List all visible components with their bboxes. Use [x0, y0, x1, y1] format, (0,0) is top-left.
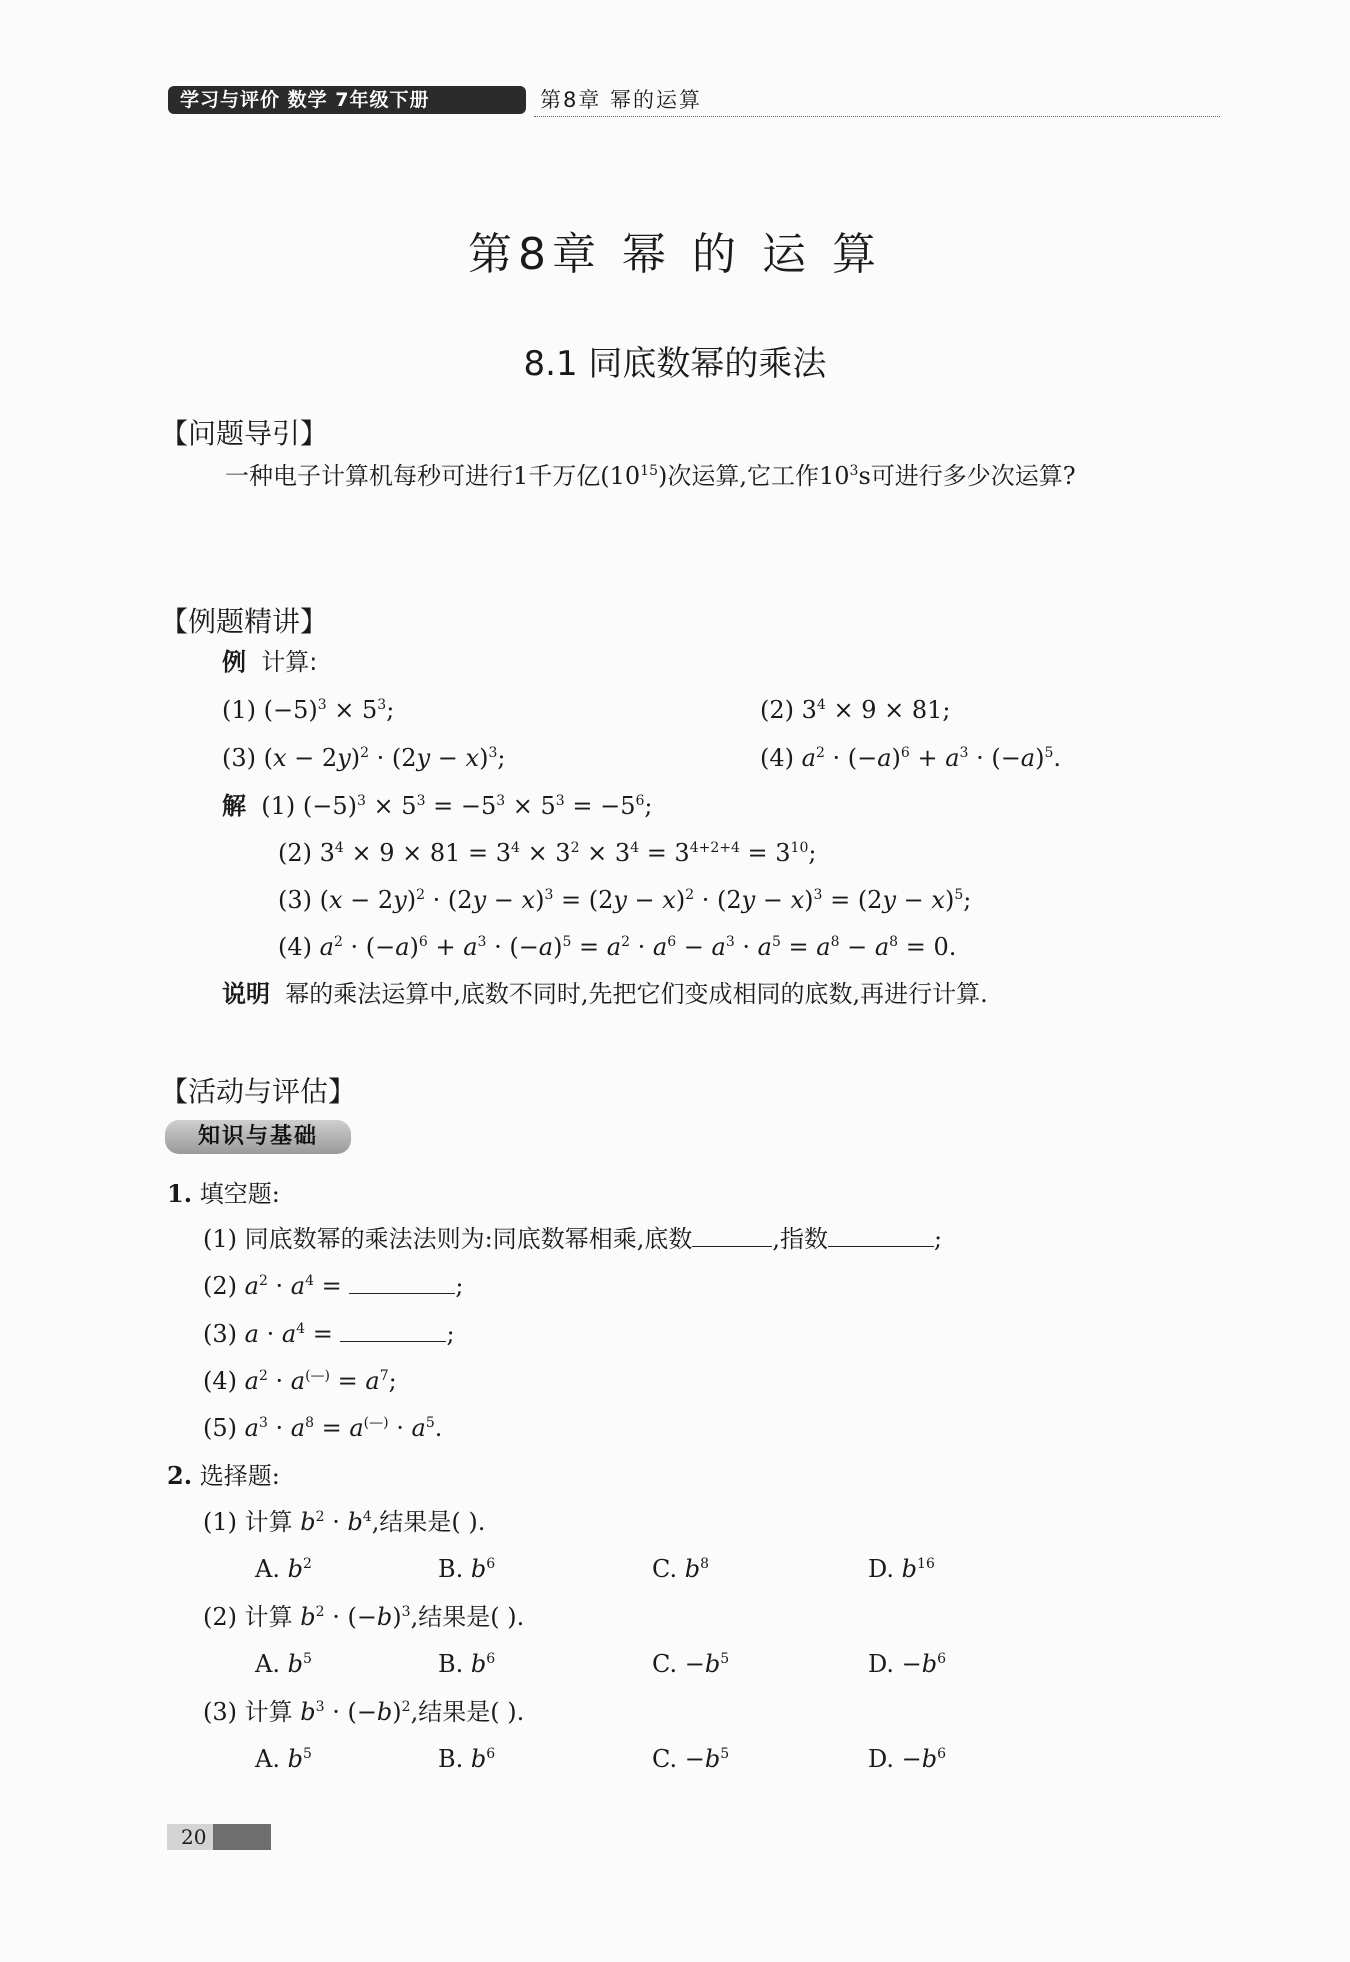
intro-question — [225, 460, 1076, 492]
solution-label: 解 — [222, 792, 246, 820]
solution-2: (2) $3^4 \times 9 \times 81 = 3^4 \times 3^2 \times 3^4 = 3^{4+2+4} = 3^{10}$; — [278, 839, 817, 867]
solution-1: 解 (1) $(-5)^3 \times 5^3 = -5^3 \times 5^3 = -5^6$; — [222, 792, 653, 820]
example-item-3: (3) $(x - 2y)^2 \cdot (2y - x)^3$; — [222, 744, 506, 772]
q2-2-option-d[interactable]: D. $-b^6$ — [868, 1650, 947, 1678]
example-label: 例 — [222, 648, 246, 676]
page-number: 20 — [167, 1824, 271, 1850]
q1-number: 1. — [167, 1179, 193, 1208]
solution-3: (3) $(x - 2y)^2 \cdot (2y - x)^3 = (2y - x)^2 \cdot (2y - x)^3 = (2y - x)^5$; — [278, 886, 972, 914]
example-prompt-text: 计算: — [261, 648, 318, 676]
q2-2-option-c[interactable]: C. $-b^5$ — [652, 1650, 730, 1678]
q1-title: 填空题: — [199, 1180, 280, 1208]
section-title: 8.1 同底数幂的乘法 — [523, 344, 827, 384]
q1-1-blank-exponent[interactable] — [828, 1224, 934, 1247]
example-heading: 【例题精讲】 — [160, 605, 329, 638]
q2-1-option-c[interactable]: C. $b^8$ — [652, 1555, 710, 1583]
q1-item-4: (4) $a^2 \cdot a^{(—)} = a^7$; — [203, 1367, 397, 1395]
q2-3-prompt: (3) 计算 — [203, 1698, 293, 1726]
intro-sup-b: 3 — [849, 463, 859, 479]
q1-item-2: (2) $a^2 \cdot a^4$ = ; — [203, 1272, 464, 1300]
q2-1-prompt: (1) 计算 — [203, 1508, 293, 1536]
q2-heading — [167, 1460, 280, 1492]
knowledge-basics-badge: 知识与基础 — [165, 1120, 351, 1154]
note-label: 说明 — [222, 980, 270, 1008]
q2-2-option-b[interactable]: B. $b^6$ — [438, 1650, 496, 1678]
q2-1-tail: ,结果是( ). — [371, 1508, 486, 1536]
note-text: 幂的乘法运算中,底数不同时,先把它们变成相同的底数,再进行计算. — [285, 980, 988, 1008]
q2-3-option-a[interactable]: A. $b^5$ — [255, 1745, 312, 1773]
q1-heading — [167, 1178, 280, 1210]
chapter-title: 第8章 幂 的 运 算 — [468, 229, 882, 280]
q1-1-text: (1) 同底数幂的乘法法则为:同底数幂相乘,底数 — [203, 1225, 693, 1253]
header-dotted-rule — [534, 116, 1220, 117]
q2-1-option-a[interactable]: A. $b^2$ — [255, 1555, 312, 1583]
example-item-1: (1) $(-5)^3 \times 5^3$; — [222, 696, 395, 724]
activity-heading: 【活动与评估】 — [160, 1075, 357, 1108]
q2-3-option-b[interactable]: B. $b^6$ — [438, 1745, 496, 1773]
q1-item-3: (3) $a \cdot a^4$ = ; — [203, 1320, 455, 1348]
example-item-2: (2) $3^4 \times 9 \times 81$; — [760, 696, 951, 724]
intro-text-a: 一种电子计算机每秒可进行1千万亿(10 — [225, 462, 641, 490]
q2-2-prompt: (2) 计算 — [203, 1603, 293, 1631]
header-book-badge: 学习与评价 数学 7年级下册 — [168, 86, 526, 114]
q2-1-option-b[interactable]: B. $b^6$ — [438, 1555, 496, 1583]
q2-title: 选择题: — [199, 1462, 280, 1490]
q2-item-3: (3) 计算 $b^3 \cdot (-b)^2$,结果是( ). — [203, 1698, 525, 1726]
q1-2-blank[interactable] — [349, 1271, 455, 1294]
q2-number: 2. — [167, 1461, 193, 1490]
q1-1-blank-base[interactable] — [692, 1224, 772, 1247]
example-note — [222, 978, 988, 1010]
intro-text-b: )次运算,它工作10 — [658, 462, 850, 490]
solution-4: (4) $a^2 \cdot (-a)^6 + a^3 \cdot (-a)^5 = a^2 \cdot a^6 - a^3 \cdot a^5 = a^8 - a^8 = 0$. — [278, 933, 957, 961]
q2-3-option-c[interactable]: C. $-b^5$ — [652, 1745, 730, 1773]
q2-3-option-d[interactable]: D. $-b^6$ — [868, 1745, 947, 1773]
q1-3-blank[interactable] — [340, 1319, 446, 1342]
q1-item-5: (5) $a^3 \cdot a^8 = a^{(—)} \cdot a^5$. — [203, 1414, 443, 1442]
q2-3-tail: ,结果是( ). — [410, 1698, 525, 1726]
intro-heading: 【问题导引】 — [160, 417, 329, 450]
header-chapter-label: 第8章 幂的运算 — [540, 88, 703, 112]
q1-item-1: (1) 同底数幂的乘法法则为:同底数幂相乘,底数 ,指数 ; — [203, 1225, 943, 1253]
q2-2-tail: ,结果是( ). — [410, 1603, 525, 1631]
q2-2-option-a[interactable]: A. $b^5$ — [255, 1650, 312, 1678]
intro-text-c: s可进行多少次运算? — [858, 462, 1076, 490]
example-item-4: (4) $a^2 \cdot (-a)^6 + a^3 \cdot (-a)^5$. — [760, 744, 1062, 772]
q2-item-1: (1) 计算 $b^2 \cdot b^4$,结果是( ). — [203, 1508, 486, 1536]
intro-sup-a: 15 — [640, 463, 658, 479]
q2-item-2: (2) 计算 $b^2 \cdot (-b)^3$,结果是( ). — [203, 1603, 525, 1631]
q2-1-option-d[interactable]: D. $b^{16}$ — [868, 1555, 935, 1583]
q1-1-mid: ,指数 — [772, 1225, 828, 1253]
example-prompt — [222, 646, 317, 678]
